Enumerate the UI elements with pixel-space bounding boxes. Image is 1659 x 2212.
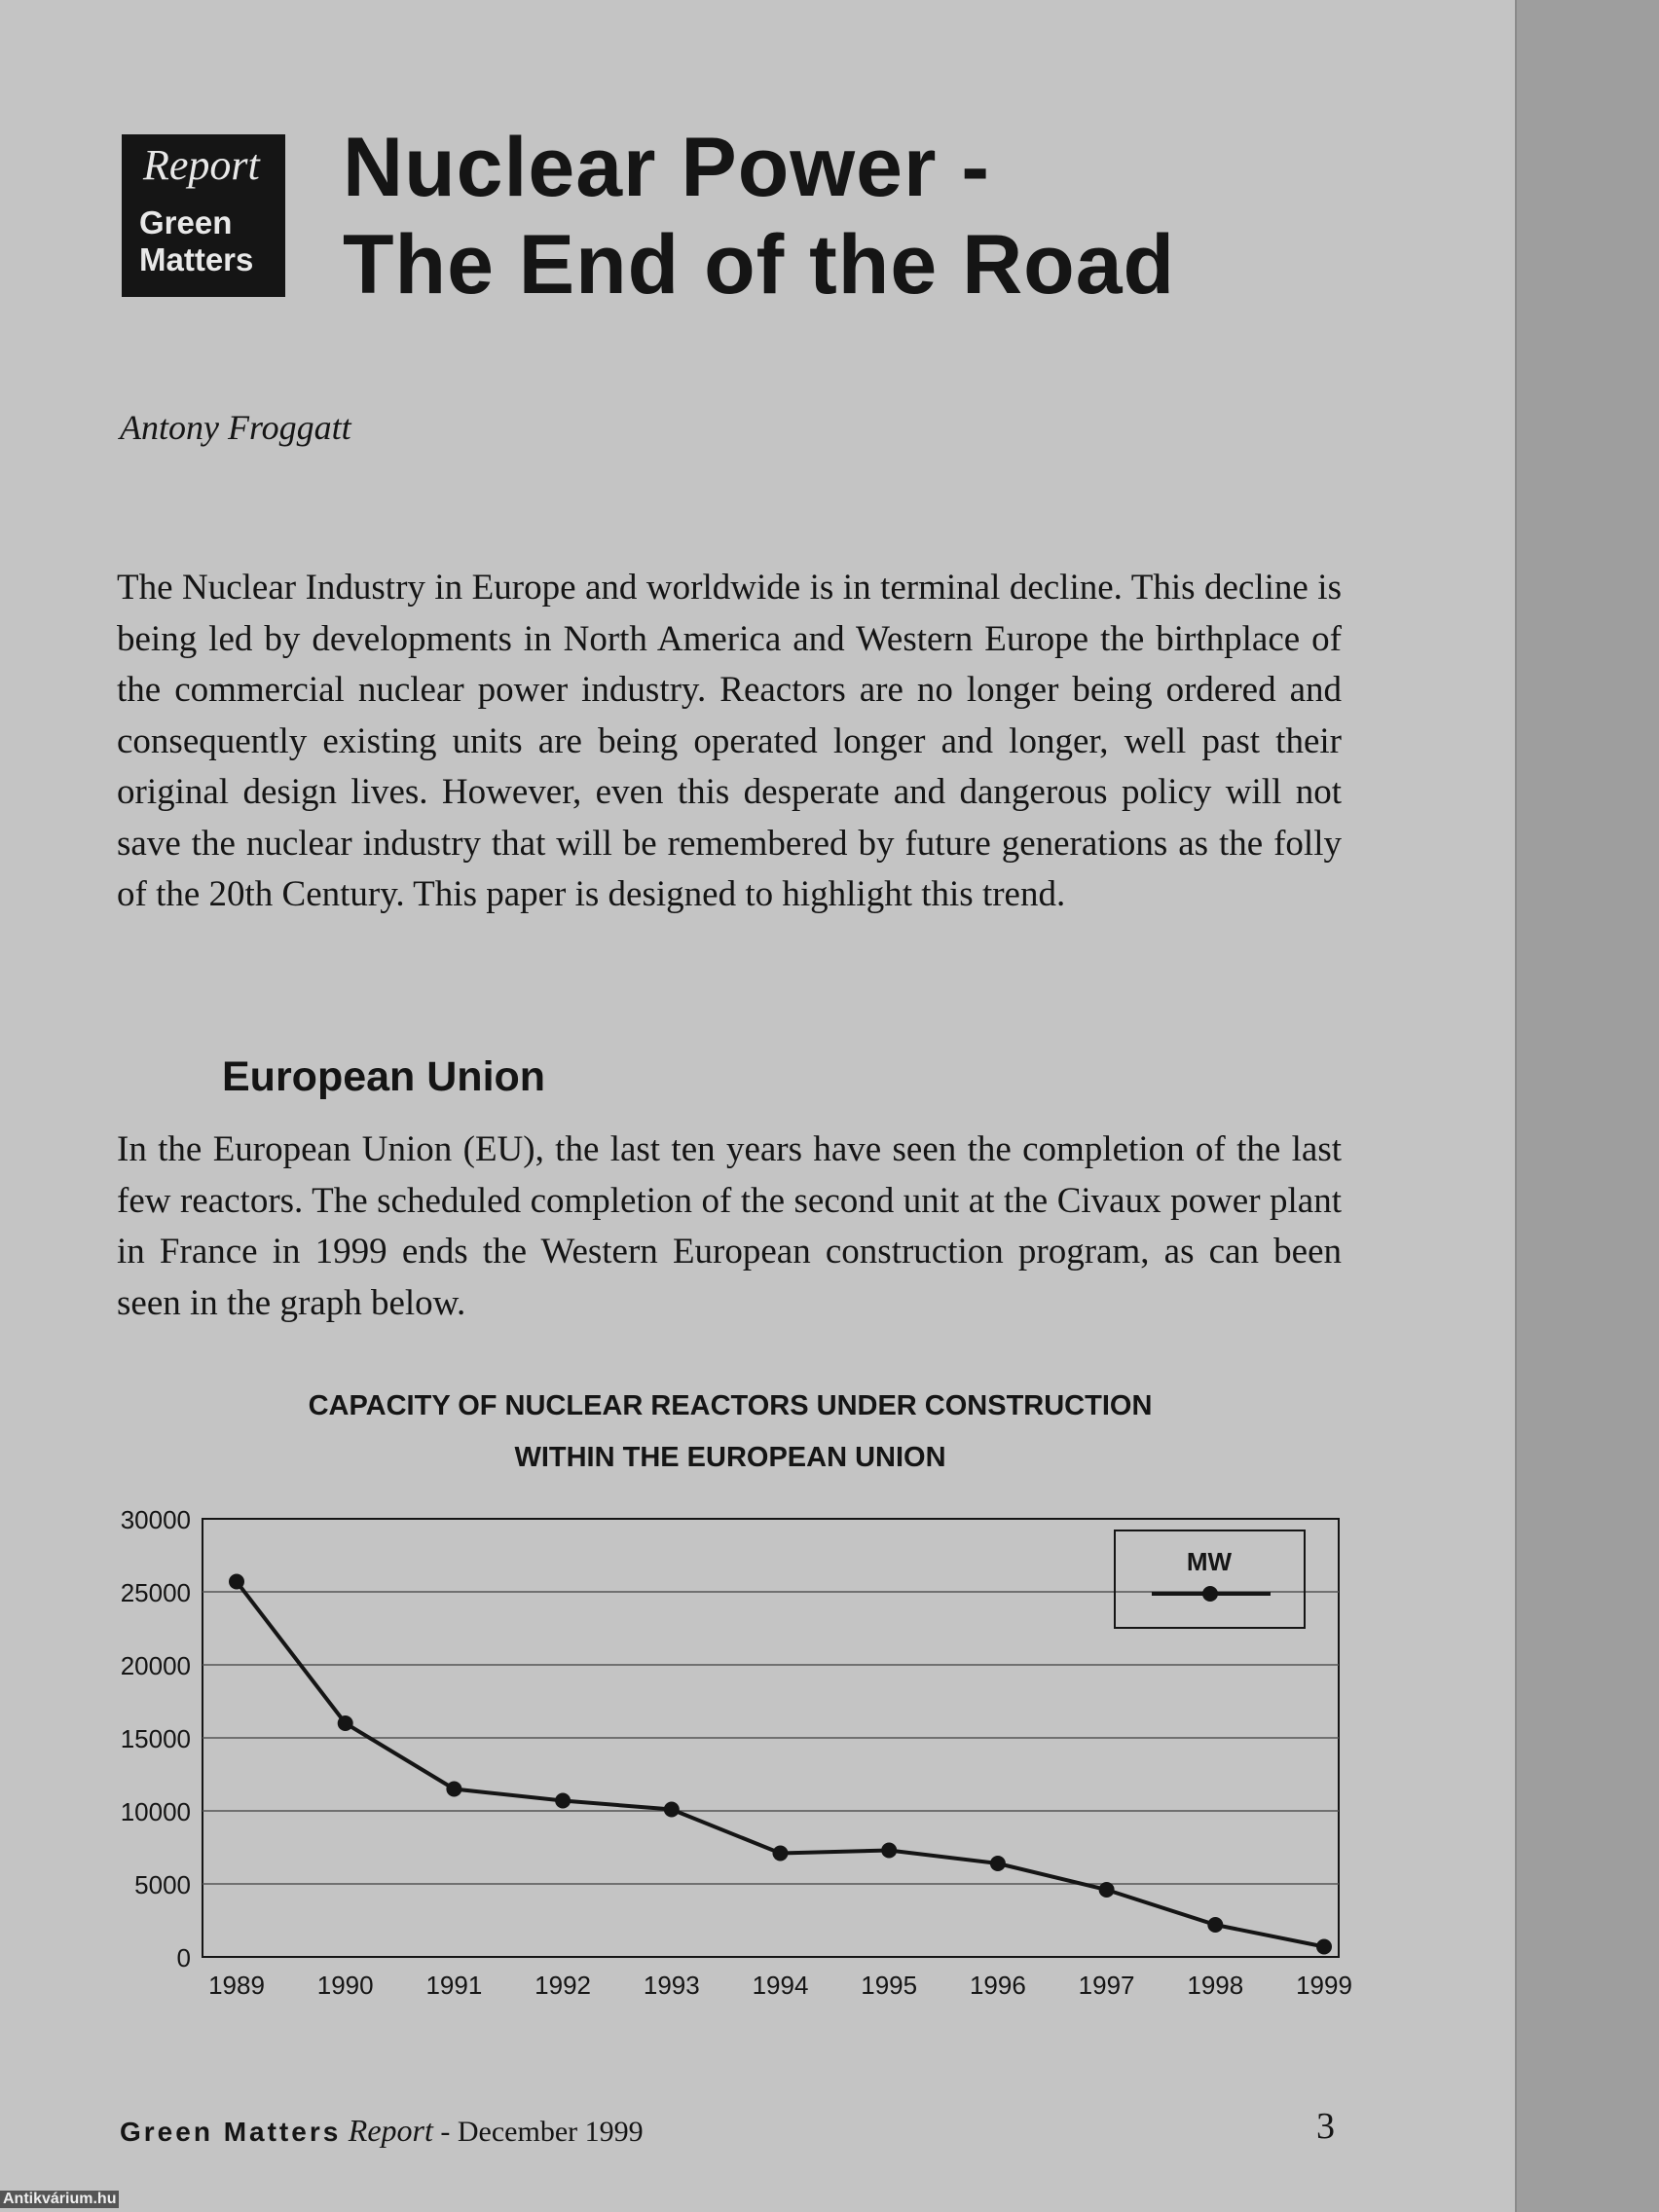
footer — [120, 2113, 644, 2149]
legend-box — [1115, 1530, 1305, 1628]
legend-label: MW — [1186, 1547, 1233, 1576]
data-point — [881, 1843, 897, 1859]
y-tick-label: 15000 — [120, 1724, 191, 1753]
title-line-2: The End of the Road — [343, 218, 1176, 312]
y-tick-label: 30000 — [120, 1505, 191, 1534]
data-point — [338, 1715, 353, 1731]
background-surface — [1515, 0, 1659, 2212]
report-badge — [122, 134, 285, 297]
badge-report: Report — [143, 141, 260, 189]
x-tick-label: 1999 — [1296, 1971, 1352, 2000]
x-tick-label: 1996 — [969, 1971, 1026, 2000]
section-paragraph: In the European Union (EU), the last ten years have seen the completion of the last few reactors. The scheduled completion of the second unit at the Civaux power plant in France in 1999 ends the Western European construction program, as can been seen in the graph below. — [117, 1129, 1342, 1323]
x-tick-label: 1998 — [1187, 1971, 1244, 2000]
data-point — [229, 1574, 244, 1590]
data-point — [664, 1802, 680, 1818]
data-point — [1316, 1939, 1332, 1955]
footer-brand: Green Matters — [120, 2117, 342, 2147]
title-line-1: Nuclear Power - — [343, 121, 990, 214]
y-tick-label: 25000 — [120, 1578, 191, 1607]
section-heading: European Union — [222, 1053, 546, 1100]
series-line — [237, 1582, 1324, 1947]
author: Antony Froggatt — [120, 408, 351, 447]
x-tick-label: 1992 — [535, 1971, 592, 2000]
data-point — [1207, 1917, 1223, 1933]
footer-report: Report — [348, 2113, 433, 2148]
data-point — [773, 1846, 789, 1862]
data-point — [555, 1793, 571, 1809]
x-tick-label: 1990 — [316, 1971, 374, 2000]
y-tick-label: 10000 — [120, 1797, 191, 1826]
page-number: 3 — [1316, 2106, 1335, 2147]
data-point — [446, 1782, 461, 1797]
y-tick-label: 20000 — [120, 1651, 191, 1680]
badge-matters: Matters — [139, 241, 254, 277]
page-title — [343, 119, 1175, 313]
chart-title-1: CAPACITY OF NUCLEAR REACTORS UNDER CONSTRUCTION — [308, 1390, 1153, 1421]
intro-paragraph: The Nuclear Industry in Europe and worldwide is in terminal decline. This decline is being led by developments in North America and Western Europe the birthplace of the commercial nuclear power industry. Reactors are no longer being ordered and consequently existing units are being operated longer and longer, well past their original design lives. However, even this desperate and dangerous policy will not save the nuclear industry that will be remembered by future generations as the folly of the 20th Century. This paper is designed to highlight this trend. — [117, 568, 1342, 914]
y-tick-label: 5000 — [134, 1870, 191, 1899]
chart-title-2: WITHIN THE EUROPEAN UNION — [514, 1442, 946, 1473]
y-tick-label: 0 — [176, 1943, 191, 1972]
data-point — [1099, 1882, 1115, 1898]
line-chart — [97, 1499, 1363, 2045]
x-tick-label: 1994 — [752, 1971, 809, 2000]
x-tick-label: 1991 — [425, 1971, 483, 2000]
x-tick-label: 1989 — [208, 1971, 265, 2000]
legend-marker — [1202, 1586, 1218, 1602]
x-tick-label: 1997 — [1078, 1971, 1135, 2000]
watermark: Antikvárium.hu — [0, 2191, 119, 2208]
x-tick-label: 1993 — [643, 1971, 700, 2000]
badge-green: Green — [139, 204, 233, 240]
footer-date: - December 1999 — [432, 2116, 644, 2148]
data-point — [990, 1856, 1006, 1871]
x-tick-label: 1995 — [861, 1971, 918, 2000]
